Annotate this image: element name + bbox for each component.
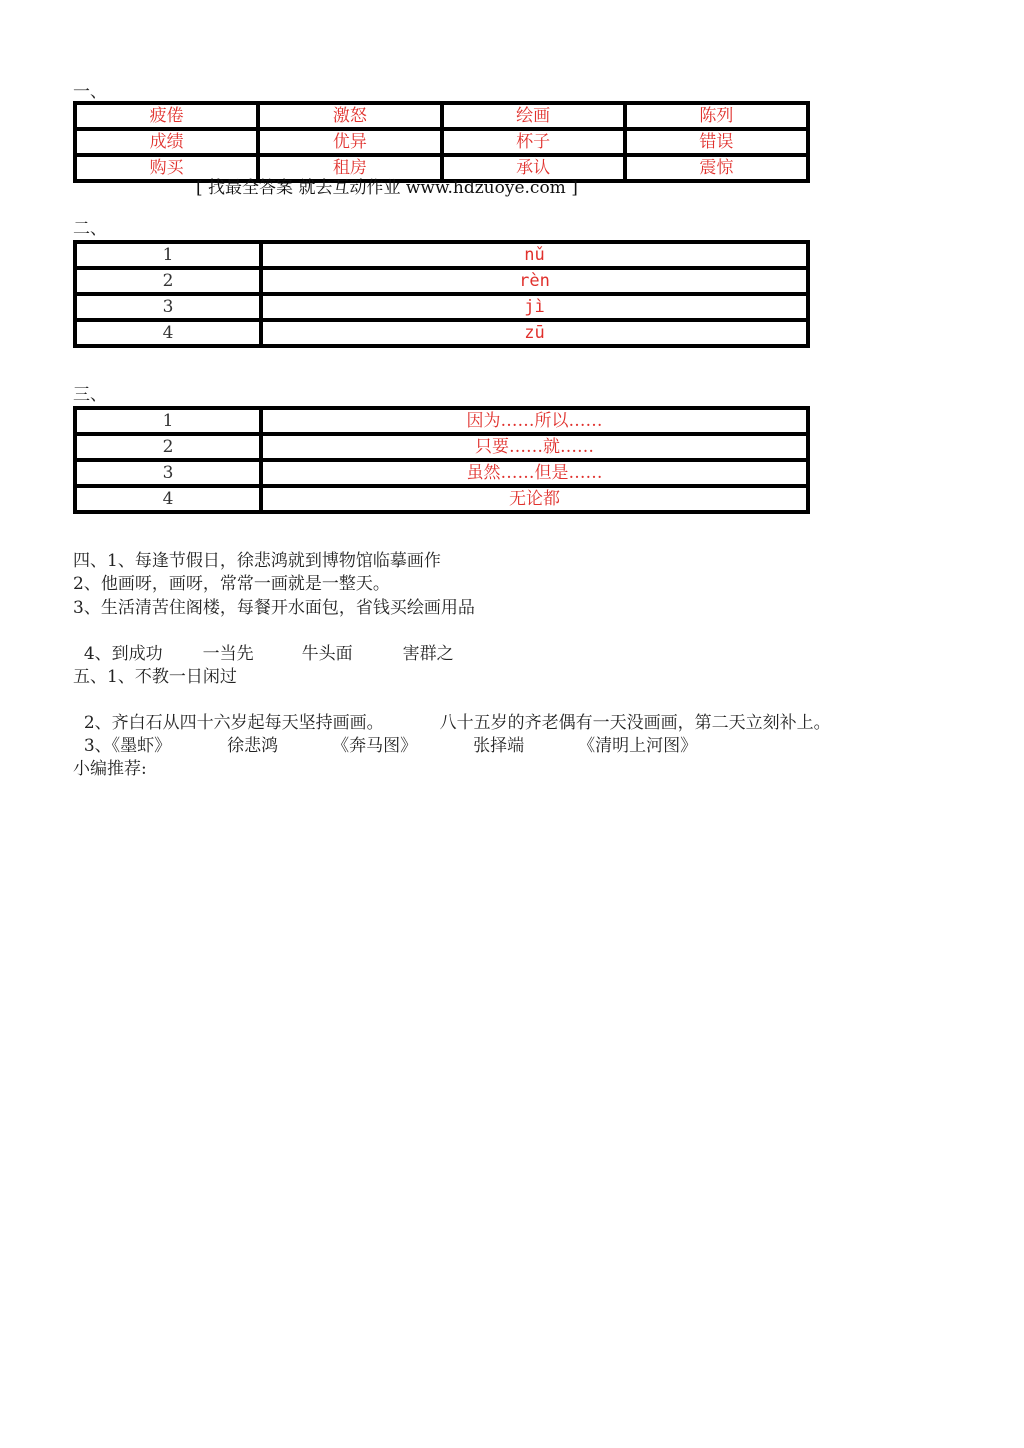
section4-line1: 四、1、每逢节假日，徐悲鸿就到博物馆临摹画作 [73,551,441,571]
table-cell: 绘画 [442,103,625,129]
conjunction-answer: 无论都 [261,486,808,512]
row-number: 3 [75,460,261,486]
table-row [75,103,808,129]
table-row [75,460,808,486]
row-number: 1 [75,408,261,434]
table-cell: 杯子 [442,129,625,155]
table-row [75,486,808,512]
table-cell: 租房 [258,155,441,181]
table-row [75,242,808,268]
idiom-4: 害群之 [402,644,454,664]
artist-2: 张择端 [473,736,525,756]
section2-table [73,240,810,348]
table-row [75,434,808,460]
section1-label: 一、 [73,82,107,102]
section4-line2: 2、他画呀，画呀，常常一画就是一整天。 [73,574,390,594]
row-number: 2 [75,268,261,294]
table-cell: 陈列 [625,103,808,129]
conjunction-answer: 虽然……但是…… [261,460,808,486]
pinyin-answer: zū [261,320,808,346]
idiom-1: 4、到成功 [83,644,163,664]
table-row [75,294,808,320]
row-number: 4 [75,320,261,346]
table-row [75,408,808,434]
conjunction-answer: 因为……所以…… [261,408,808,434]
pinyin-answer: rèn [261,268,808,294]
section4-line4 [73,620,454,666]
row-number: 3 [75,294,261,320]
conjunction-answer: 只要……就…… [261,434,808,460]
table-cell: 疲倦 [75,103,258,129]
table-cell: 优异 [258,129,441,155]
watermark-text: [ 找最全答案 就去互动作业 www.hdzuoye.com ] [196,178,578,198]
section4-line3: 3、生活清苦住阁楼，每餐开水面包，省钱买绘画用品 [73,598,475,618]
section1-table [73,101,810,183]
table-cell: 成绩 [75,129,258,155]
table-cell: 激怒 [258,103,441,129]
table-row [75,129,808,155]
pinyin-answer: jì [261,294,808,320]
table-cell: 购买 [75,155,258,181]
section3-label: 三、 [73,385,107,405]
section3-table [73,406,810,514]
sentence-1: 2、齐白石从四十六岁起每天坚持画画。 [83,713,384,733]
work-1: 3、《墨虾》 [83,736,172,756]
artist-1: 徐悲鸿 [227,736,279,756]
row-number: 1 [75,242,261,268]
table-cell: 错误 [625,129,808,155]
pinyin-answer: nǔ [261,242,808,268]
work-3: 《清明上河图》 [578,736,698,756]
idiom-2: 一当先 [202,644,254,664]
section5-line1: 五、1、不教一日闲过 [73,667,237,687]
section5-line3 [73,712,697,758]
table-row [75,268,808,294]
table-row [75,320,808,346]
sentence-2: 八十五岁的齐老偶有一天没画画，第二天立刻补上。 [439,713,831,733]
row-number: 4 [75,486,261,512]
footer-recommend: 小编推荐: [73,759,147,779]
row-number: 2 [75,434,261,460]
section2-label: 二、 [73,219,107,239]
table-cell: 承认 [442,155,625,181]
work-2: 《奔马图》 [332,736,418,756]
table-cell: 震惊 [625,155,808,181]
idiom-3: 牛头面 [301,644,353,664]
